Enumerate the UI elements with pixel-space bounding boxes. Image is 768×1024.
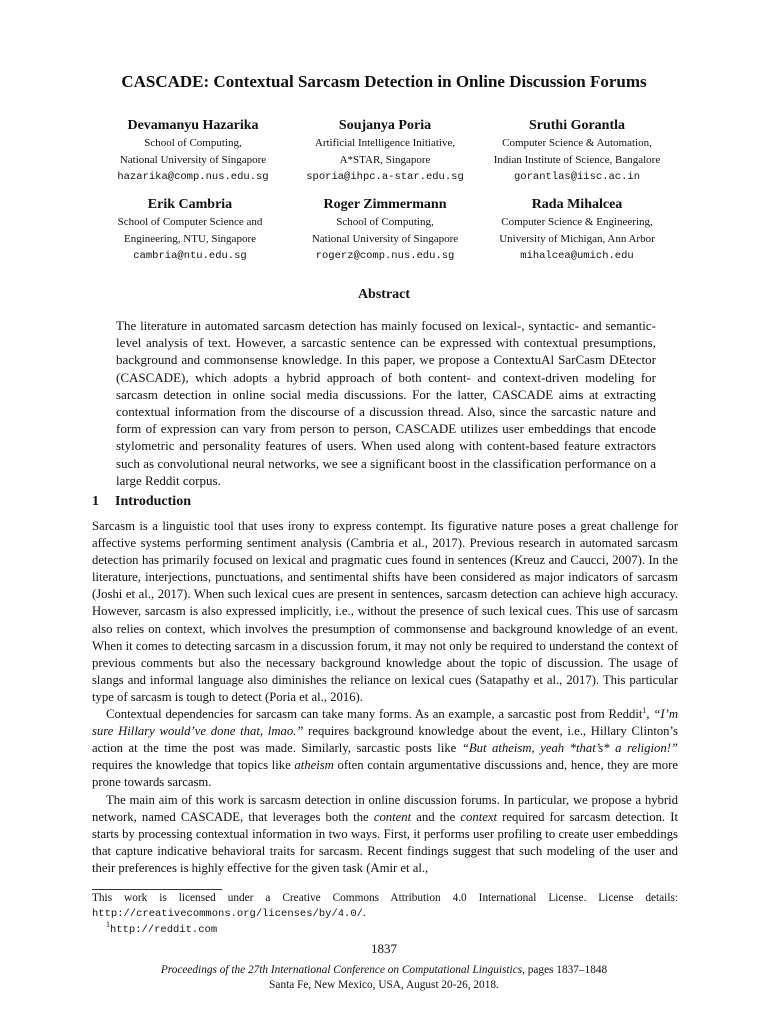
proceedings-footer — [0, 963, 768, 992]
license-link[interactable]: http://creativecommons.org/licenses/by/4.0/ — [92, 908, 363, 920]
author-block — [467, 117, 687, 186]
author-name: Erik Cambria — [147, 197, 233, 212]
author-affiliation: National University of Singapore — [311, 233, 459, 245]
author-affiliation: School of Computing, — [336, 216, 434, 228]
author-affiliation: Indian Institute of Science, Bangalore — [493, 154, 661, 166]
author-block — [275, 117, 495, 186]
quote: “But atheism, yeah *that’s* a religion!” — [461, 741, 678, 756]
quote: “I’m sure Hillary would’ve done that, lmao.” — [92, 707, 679, 739]
abstract-text: The literature in automated sarcasm detection has mainly focused on lexical-, syntactic- and semantic-level analysis of text. However, a sarcastic sentence can be expressed with contextual presumptions, background and commonsense knowledge. In this paper, we propose a ContextuAl SarCasm DEtector (CASCADE), which adopts a hybrid approach of both content- and context-driven modeling for sarcasm detection in online social media discussions. For the latter, CASCADE aims at extracting contextual information from the discourse of a discussion thread. Also, since the sarcastic nature and form of expression can vary from person to person, CASCADE utilizes user embeddings that encode stylometric and personality features of users. When used along with content-based feature extractors such as convolutional neural networks, we see a significant boost in the classification performance on a large Reddit corpus. — [116, 318, 656, 488]
proceedings-venue: Santa Fe, New Mexico, USA, August 20-26, 2018. — [269, 978, 499, 991]
abstract-heading: Abstract — [357, 287, 411, 302]
footnote-license: This work is licensed under a Creative Commons Attribution 4.0 International License. License details: http://creativecommons.org/licenses/by/4.0/. — [92, 892, 678, 920]
author-email: rogerz@comp.nus.edu.sg — [315, 250, 455, 262]
author-affiliation: Computer Science & Automation, — [502, 137, 652, 149]
author-affiliation: University of Michigan, Ann Arbor — [499, 233, 655, 245]
author-affiliation: Artificial Intelligence Initiative, — [314, 137, 456, 149]
author-affiliation: School of Computing, — [144, 137, 242, 149]
section-title: Introduction — [115, 494, 191, 509]
author-affiliation: School of Computer Science and — [117, 216, 263, 228]
section-heading — [92, 493, 191, 511]
author-name: Soujanya Poria — [338, 118, 432, 133]
author-affiliation: Engineering, NTU, Singapore — [124, 233, 256, 245]
paragraph: Contextual dependencies for sarcasm can take many forms. As an example, a sarcastic post from Reddit$^1$, “I’m sure Hillary would’ve done that, lmao.” requires background knowledge about the event, i.e., Hillary Clinton’s action at the time the post was made. Similarly, sarcastic posts like “But atheism, yeah *that’s* a religion!” requires the knowledge that topics like atheism often contain argumentative discussions and, hence, they are more prone towards sarcasm. — [92, 706, 679, 790]
author-name: Roger Zimmermann — [323, 197, 447, 212]
footnote-reddit: $^1$http://reddit.com — [106, 920, 218, 936]
author-email: mihalcea@umich.edu — [520, 250, 634, 262]
author-name: Sruthi Gorantla — [528, 118, 626, 133]
author-block — [83, 117, 303, 186]
author-block — [467, 196, 687, 265]
proceedings-pages: , pages 1837–1848 — [522, 964, 608, 976]
author-email: gorantlas@iisc.ac.in — [513, 171, 641, 183]
author-affiliation: Computer Science & Engineering, — [501, 216, 653, 228]
author-email: sporia@ihpc.a-star.edu.sg — [306, 171, 464, 183]
page-number: 1837 — [371, 941, 397, 956]
section-number: 1 — [92, 494, 99, 509]
footnote-marker: 1 — [642, 706, 647, 716]
reddit-link[interactable]: http://reddit.com — [110, 924, 218, 936]
author-affiliation: A*STAR, Singapore — [339, 154, 431, 166]
author-name: Rada Mihalcea — [531, 197, 623, 212]
author-block — [275, 196, 495, 265]
paragraph: The main aim of this work is sarcasm detection in online discussion forums. In particular, we propose a hybrid network, named CASCADE, that leverages both the content and the context required for sarcasm detection. It starts by processing contextual information in two ways. First, it performs user profiling to create user embeddings that capture indicative behavioral traits for sarcasm. Recent findings suggest that such modeling of the user and their preferences is highly effective for the given task (Amir et al., — [92, 792, 678, 875]
author-email: cambria@ntu.edu.sg — [133, 250, 247, 262]
proceedings-title: Proceedings of the 27th International Conference on Computational Linguistics — [160, 964, 523, 976]
paper-title: CASCADE: Contextual Sarcasm Detection in Online Discussion Forums — [121, 72, 647, 91]
author-block — [80, 196, 300, 265]
author-affiliation: National University of Singapore — [119, 154, 267, 166]
author-email: hazarika@comp.nus.edu.sg — [117, 171, 269, 183]
author-name: Devamanyu Hazarika — [127, 118, 259, 133]
body-text — [92, 518, 678, 877]
footnote-rule — [92, 889, 222, 890]
footnotes — [92, 891, 678, 938]
paragraph: Sarcasm is a linguistic tool that uses irony to express contempt. Its figurative nature poses a great challenge for affective systems performing sentiment analysis (Cambria et al., 2017). Previous research in automated sarcasm detection has primarily focused on lexical and pragmatic cues found in sentences (Kreuz and Caucci, 2007). In the literature, interjections, punctuations, and sentimental shifts have been considered as major indicators of sarcasm (Joshi et al., 2017). When such lexical cues are present in sentences, sarcasm detection can achieve high accuracy. However, sarcasm is also expressed implicitly, i.e., without the presence of such lexical cues. This use of sarcasm also relies on context, which involves the presumption of commonsense and background knowledge of an event. When it comes to detecting sarcasm in a discussion forum, it may not only be required to understand the context of previous comments but also the necessary background knowledge about the topic of discussion. The usage of slangs and informal language also diminishes the reliance on lexical cues (Satapathy et al., 2017). This particular type of sarcasm is tough to detect (Poria et al., 2016). — [92, 519, 678, 704]
